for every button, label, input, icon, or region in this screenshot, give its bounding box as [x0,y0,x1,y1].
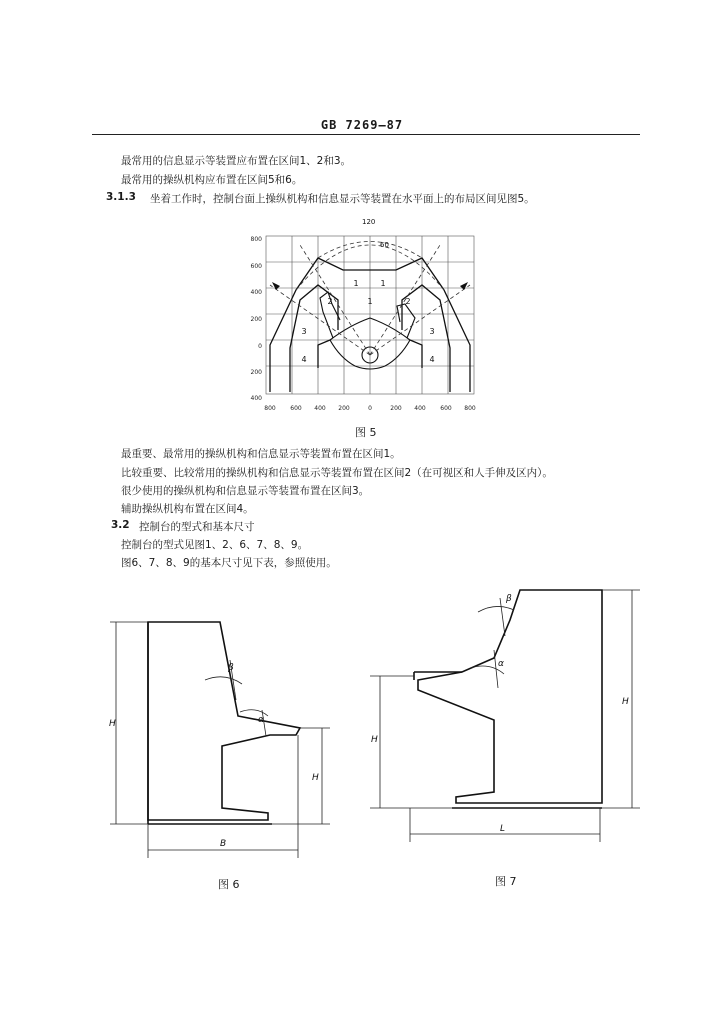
angle-beta-label: β [506,594,512,604]
dim-H-label: H [622,697,629,707]
figure-6-caption: 图 6 [218,878,240,891]
angle-outer-label: 120 [362,218,376,226]
paragraph-6: 辅助操纵机构布置在区间4。 [121,503,254,515]
dim-L-label: L [500,824,506,834]
dim-H1-label: H [312,773,319,783]
paragraph-5: 很少使用的操纵机构和信息显示等装置布置在区间3。 [121,485,370,497]
section-3-2-number: 3.2 [111,519,130,531]
x-tick: 600 [290,405,302,412]
paragraph-4: 比较重要、比较常用的操纵机构和信息显示等装置布置在区间2（在可视区和人手伸及区内）。 [121,467,553,479]
header-rule [92,134,640,135]
angle-alpha-label: α [498,659,504,669]
paragraph-7: 控制台的型式见图1、2、6、7、8、9。 [121,539,309,551]
y-tick: 600 [250,263,262,270]
y-tick: 200 [250,316,262,323]
section-3-1-3-text: 坐着工作时，控制台面上操纵机构和信息显示等装置在水平面上的布局区间见图5。 [150,193,535,205]
y-tick: 400 [250,289,262,296]
angle-inner-label: 60 [380,241,389,249]
zone-label: 4 [429,355,435,364]
angle-alpha-label: α [258,715,264,725]
paragraph-2: 最常用的操纵机构应布置在区间5和6。 [121,174,303,186]
y-tick: 800 [250,236,262,243]
x-tick: 0 [368,405,372,412]
dim-B-label: B [220,839,227,849]
x-tick: 800 [464,405,476,412]
zone-label: 1 [380,279,386,288]
paragraph-8: 图6、7、8、9的基本尺寸见下表，参照使用。 [121,557,337,569]
y-tick: 0 [258,343,262,350]
figure-5-caption: 图 5 [355,426,377,439]
figure-7-console-drawing [360,580,650,870]
zone-label: 3 [429,327,435,336]
zone-label: 2 [405,297,411,306]
x-tick: 600 [440,405,452,412]
zone-label: 4 [301,355,307,364]
figure-7-caption: 图 7 [495,875,517,888]
standard-number: GB 7269—87 [320,118,404,132]
figure-5-layout-diagram [240,214,490,414]
x-tick: 200 [390,405,402,412]
y-tick: 400 [250,395,262,402]
zone-label: 2 [327,297,333,306]
x-tick: 200 [338,405,350,412]
section-3-1-3-number: 3.1.3 [106,191,136,203]
paragraph-1: 最常用的信息显示等装置应布置在区间1、2和3。 [121,155,352,167]
x-tick: 400 [414,405,426,412]
zone-label: 3 [301,327,307,336]
zone-label: 1 [367,297,373,306]
zone-label: 1 [353,279,359,288]
angle-beta-label: β [228,663,234,673]
dim-H1-label: H [371,735,378,745]
figure-6-console-drawing [100,600,340,870]
x-tick: 400 [314,405,326,412]
paragraph-3: 最重要、最常用的操纵机构和信息显示等装置布置在区间1。 [121,448,401,460]
dim-H-label: H [109,719,116,729]
x-tick: 800 [264,405,276,412]
section-3-2-title: 控制台的型式和基本尺寸 [139,521,255,533]
y-tick: 200 [250,369,262,376]
